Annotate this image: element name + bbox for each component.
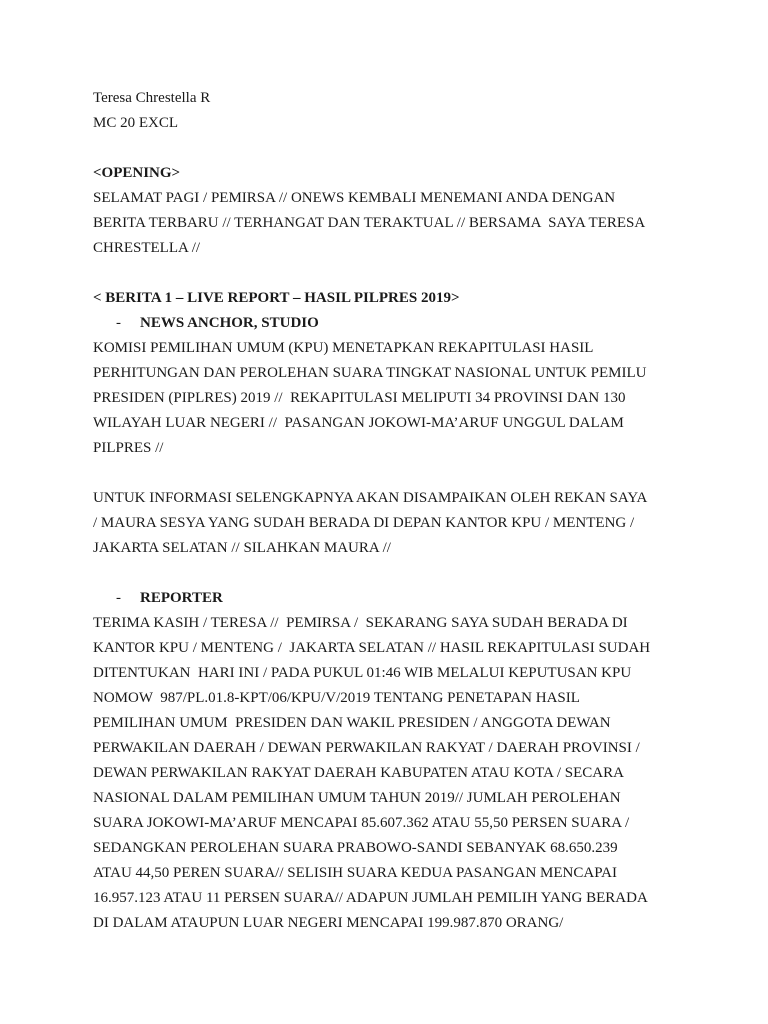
- bullet-dash: -: [116, 315, 121, 331]
- reporter-line: DI DALAM ATAUPUN LUAR NEGERI MENCAPAI 199.987.870 ORANG/: [93, 915, 564, 931]
- reporter-line: DEWAN PERWAKILAN RAKYAT DAERAH KABUPATEN ATAU KOTA / SECARA: [93, 765, 624, 781]
- anchor-paragraph-2: [93, 486, 688, 561]
- anchor-line: PILPRES //: [93, 440, 164, 456]
- bullet-dash: -: [116, 590, 121, 606]
- opening-heading: <OPENING>: [93, 165, 181, 181]
- anchor-line: WILAYAH LUAR NEGERI // PASANGAN JOKOWI-MA’ARUF UNGGUL DALAM: [93, 415, 624, 431]
- spacer: [93, 461, 688, 486]
- anchor-line: KOMISI PEMILIHAN UMUM (KPU) MENETAPKAN REKAPITULASI HASIL: [93, 340, 594, 356]
- anchor-label: NEWS ANCHOR, STUDIO: [140, 315, 319, 331]
- anchor-role: [93, 311, 688, 336]
- reporter-line: DITENTUKAN HARI INI / PADA PUKUL 01:46 WIB MELALUI KEPUTUSAN KPU: [93, 665, 632, 681]
- class-label: MC 20 EXCL: [93, 115, 179, 131]
- reporter-line: KANTOR KPU / MENTENG / JAKARTA SELATAN // HASIL REKAPITULASI SUDAH: [93, 640, 651, 656]
- reporter-line: SUARA JOKOWI-MA’ARUF MENCAPAI 85.607.362 ATAU 55,50 PERSEN SUARA /: [93, 815, 630, 831]
- berita-1-heading: < BERITA 1 – LIVE REPORT – HASIL PILPRES 2019>: [93, 290, 460, 306]
- reporter-line: NASIONAL DALAM PEMILIHAN UMUM TAHUN 2019// JUMLAH PEROLEHAN: [93, 790, 621, 806]
- reporter-line: NOMOW 987/PL.01.8-KPT/06/KPU/V/2019 TENTANG PENETAPAN HASIL: [93, 690, 580, 706]
- reporter-line: SEDANGKAN PEROLEHAN SUARA PRABOWO-SANDI SEBANYAK 68.650.239: [93, 840, 618, 856]
- reporter-label: REPORTER: [140, 590, 223, 606]
- opening-line: SELAMAT PAGI / PEMIRSA // ONEWS KEMBALI MENEMANI ANDA DENGAN: [93, 190, 616, 206]
- anchor-line: / MAURA SESYA YANG SUDAH BERADA DI DEPAN KANTOR KPU / MENTENG /: [93, 515, 635, 531]
- opening-text: [93, 186, 688, 261]
- reporter-paragraph: [93, 611, 688, 936]
- reporter-line: 16.957.123 ATAU 11 PERSEN SUARA// ADAPUN JUMLAH PEMILIH YANG BERADA: [93, 890, 648, 906]
- anchor-line: PERHITUNGAN DAN PEROLEHAN SUARA TINGKAT NASIONAL UNTUK PEMILU: [93, 365, 647, 381]
- anchor-line: PRESIDEN (PIPLRES) 2019 // REKAPITULASI MELIPUTI 34 PROVINSI DAN 130: [93, 390, 626, 406]
- spacer: [93, 561, 688, 586]
- spacer: [93, 261, 688, 286]
- opening-line: BERITA TERBARU // TERHANGAT DAN TERAKTUAL // BERSAMA SAYA TERESA: [93, 215, 646, 231]
- author-name: Teresa Chrestella R: [93, 90, 211, 106]
- reporter-line: TERIMA KASIH / TERESA // PEMIRSA / SEKARANG SAYA SUDAH BERADA DI: [93, 615, 628, 631]
- reporter-line: PEMILIHAN UMUM PRESIDEN DAN WAKIL PRESIDEN / ANGGOTA DEWAN: [93, 715, 611, 731]
- opening-line: CHRESTELLA //: [93, 240, 201, 256]
- reporter-line: ATAU 44,50 PEREN SUARA// SELISIH SUARA KEDUA PASANGAN MENCAPAI: [93, 865, 618, 881]
- reporter-line: PERWAKILAN DAERAH / DEWAN PERWAKILAN RAKYAT / DAERAH PROVINSI /: [93, 740, 640, 756]
- reporter-role: [93, 586, 688, 611]
- spacer: [93, 136, 688, 161]
- anchor-paragraph-1: [93, 336, 688, 461]
- anchor-line: JAKARTA SELATAN // SILAHKAN MAURA //: [93, 540, 391, 556]
- anchor-line: UNTUK INFORMASI SELENGKAPNYA AKAN DISAMPAIKAN OLEH REKAN SAYA: [93, 490, 648, 506]
